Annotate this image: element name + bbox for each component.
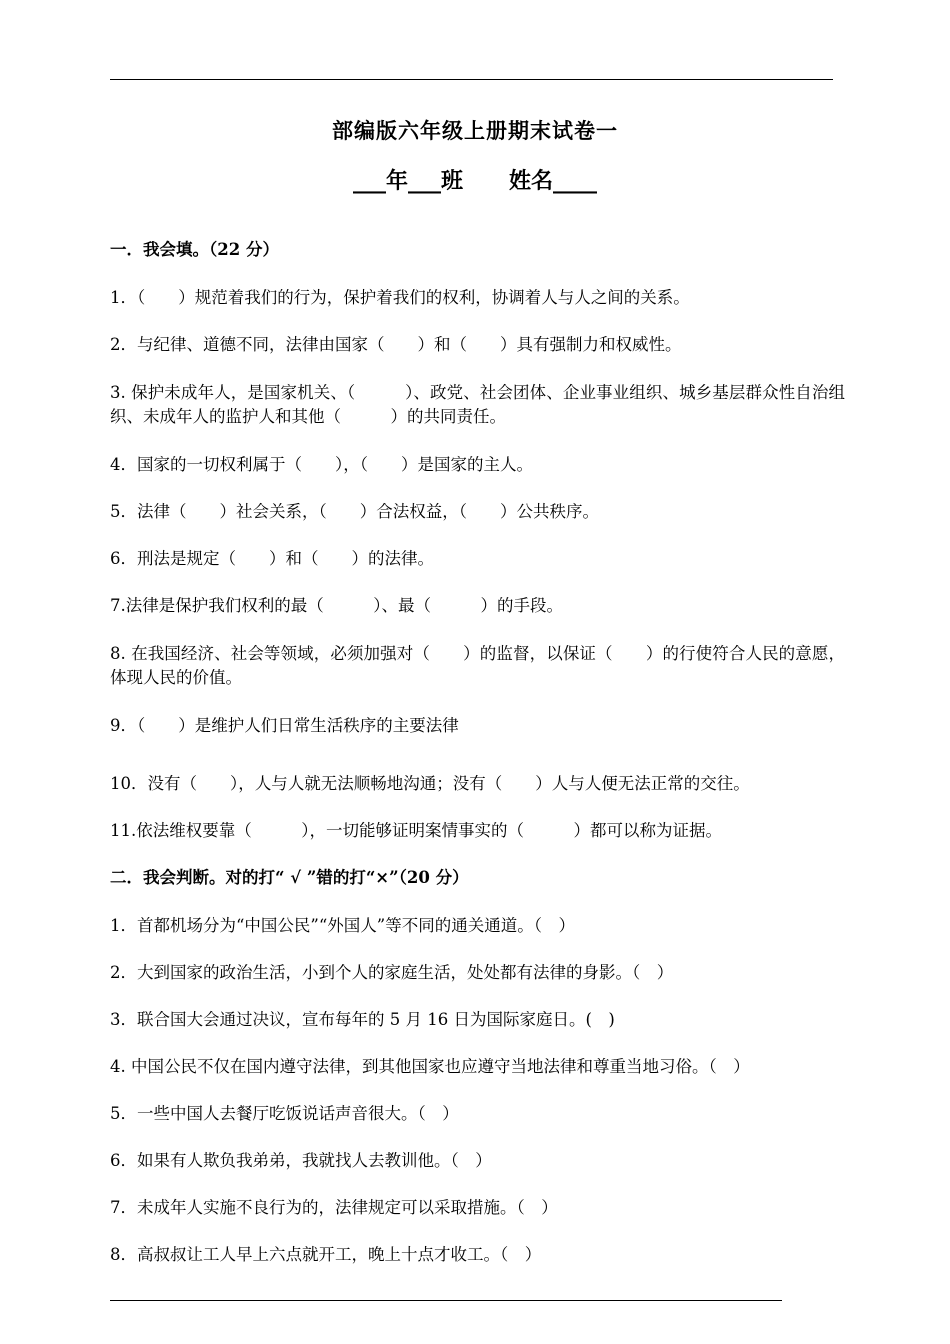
question-item: 3. 保护未成年人，是国家机关、（ ）、政党、社会团体、企业事业组织、城乡基层群众性自治组织、未成年人的监护人和其他（ ）的共同责任。 [110,383,845,426]
class-name-line: ___年___班 姓名____ [353,168,597,194]
question-item: 9．（ ）是维护人们日常生活秩序的主要法律 [110,716,459,735]
judgment-item: 8．高叔叔让工人早上六点就开工，晚上十点才收工。（ ） [110,1245,542,1264]
footer-rule [110,1300,782,1301]
judgment-item: 3．联合国大会通过决议，宣布每年的 5 月 16 日为国际家庭日。( ) [110,1010,615,1029]
judgment-item: 5．一些中国人去餐厅吃饭说话声音很大。（ ） [110,1104,459,1123]
question-item: 8. 在我国经济、社会等领域，必须加强对（ ）的监督，以保证（ ）的行使符合人民的意愿，体现人民的价值。 [110,644,845,687]
question-item: 4．国家的一切权利属于（ ），（ ）是国家的主人。 [110,455,533,474]
question-item: 5．法律（ ）社会关系，（ ）合法权益，（ ）公共秩序。 [110,502,599,521]
question-item: 10．没有（ ），人与人就无法顺畅地沟通；没有（ ）人与人便无法正常的交往。 [110,774,750,793]
judgment-item: 2．大到国家的政治生活，小到个人的家庭生活，处处都有法律的身影。（ ） [110,963,674,982]
judgment-item: 4. 中国公民不仅在国内遵守法律，到其他国家也应遵守当地法律和尊重当地习俗。（ ） [110,1057,750,1076]
header-rule [110,79,833,80]
question-item: 7.法律是保护我们权利的最（ ）、最（ ）的手段。 [110,596,563,615]
section-1-heading: 一．我会填。（22 分） [110,240,279,259]
question-item: 1．（ ）规范着我们的行为，保护着我们的权利，协调着人与人之间的关系。 [110,288,690,307]
judgment-item: 6．如果有人欺负我弟弟，我就找人去教训他。（ ） [110,1151,492,1170]
page-title: 部编版六年级上册期末试卷一 [332,118,618,143]
question-item: 11.依法维权要靠（ ），一切能够证明案情事实的（ ）都可以称为证据。 [110,821,722,840]
section-2-heading: 二．我会判断。对的打“ √ ”错的打“×”（20 分） [110,868,469,887]
question-item: 2．与纪律、道德不同，法律由国家（ ）和（ ）具有强制力和权威性。 [110,335,682,354]
question-item: 6．刑法是规定（ ）和（ ）的法律。 [110,549,434,568]
judgment-item: 7．未成年人实施不良行为的，法律规定可以采取措施。（ ） [110,1198,558,1217]
judgment-item: 1．首都机场分为“中国公民”“外国人”等不同的通关通道。（ ） [110,916,575,935]
